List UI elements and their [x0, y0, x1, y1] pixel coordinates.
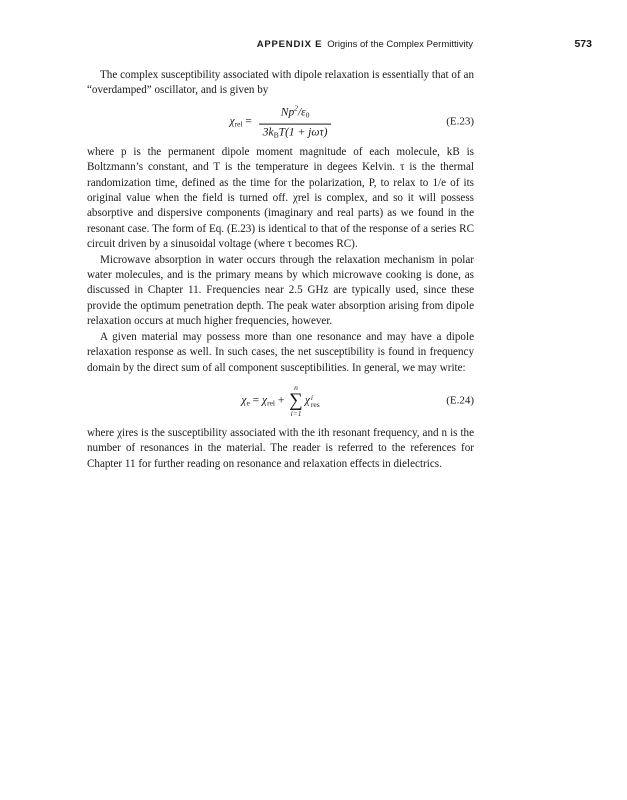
eq24-equals: = [252, 394, 260, 407]
page-number: 573 [574, 38, 592, 50]
equation-e24-content [241, 384, 319, 418]
equation-e24 [87, 376, 474, 426]
eq23-numerator [259, 100, 332, 124]
eq23-denominator [259, 125, 332, 143]
eq23-lhs: χ [229, 115, 235, 128]
body-text [87, 68, 474, 472]
summation-operator [289, 384, 303, 418]
eq24-term2: χ [304, 394, 310, 407]
eq24-lhs: χ [241, 394, 247, 407]
eq23-numerator-text: Np [280, 106, 295, 119]
paragraph-5: where χires is the susceptibility associated with the ith resonant frequency, and n is the number of resonances in the material. The reader is referred to the references for Chapter 11 for further reading on resonance and relaxation effects in dielectrics. [87, 426, 474, 470]
eq24-term1: χ [262, 394, 268, 407]
eq24-term1-sub: rel [267, 398, 276, 408]
eq23-lhs-sub: rel [234, 119, 243, 129]
eq24-term2-sup: i [310, 392, 313, 402]
eq23-numerator-sup: 2 [294, 103, 298, 113]
equation-e23 [87, 99, 474, 145]
paragraph-3: Microwave absorption in water occurs through the relaxation mechanism in polar water molecules, and is the primary means by which microwave cooking is done, as discussed in Chapter 11. Frequencies near 2.5 GHz are typically used, since these provide the optimum penetration depth. The peak water absorption arising from dipole relaxation occurs at much higher frequencies, however. [87, 253, 474, 328]
sum-lower-limit: i=1 [290, 409, 302, 419]
paragraph-2: where p is the permanent dipole moment magnitude of each molecule, kB is Boltzmann’s constant, and T is the temperature in degees Kelvin. τ is the thermal randomization time, defined as the time for the polarization, P, to relax to 1/e of its original value when the field is turned off. χrel is complex, and so it will possess absorptive and dispersive components (imaginary and real parts) as we found in the resonant case. The form of Eq. (E.23) is identical to that of the response of a series RC circuit driven by a sinusoidal voltage (where τ becomes RC). [87, 145, 474, 251]
eq23-fraction [259, 100, 332, 143]
paragraph-4: A given material may possess more than one resonance and may have a dipole relaxation response as well. In such cases, the net susceptibility is found in frequency domain by the direct sum of all component susceptibilities. In general, we may write: [87, 330, 474, 374]
paragraph-1: The complex susceptibility associated with dipole relaxation is essentially that of an “overdamped” oscillator, and is given by [87, 69, 474, 97]
running-header [0, 37, 627, 53]
eq23-denominator-sub: B [273, 130, 279, 140]
eq23-denominator-tail: T(1 + jωτ) [278, 126, 328, 139]
eq23-equals: = [245, 115, 252, 128]
eq24-plus: + [277, 394, 285, 407]
equation-e23-content [230, 100, 332, 143]
running-head [257, 39, 473, 50]
appendix-label: APPENDIX E [256, 39, 323, 50]
equation-number-e24: (E.24) [446, 394, 474, 407]
eq24-lhs-sub: e [246, 398, 250, 408]
equation-number-e23: (E.23) [446, 115, 474, 128]
eq23-numerator-tail: /ε [297, 106, 306, 119]
sum-upper-limit: n [294, 382, 298, 392]
eq24-term2-indices [311, 394, 320, 408]
sum-symbol: ∑ [289, 390, 303, 412]
eq23-denominator-text: 3k [262, 126, 274, 139]
eq23-numerator-tail-sub: 0 [305, 110, 310, 120]
chapter-title: Origins of the Complex Permittivity [327, 39, 473, 50]
eq24-term2-sub: res [310, 399, 320, 409]
